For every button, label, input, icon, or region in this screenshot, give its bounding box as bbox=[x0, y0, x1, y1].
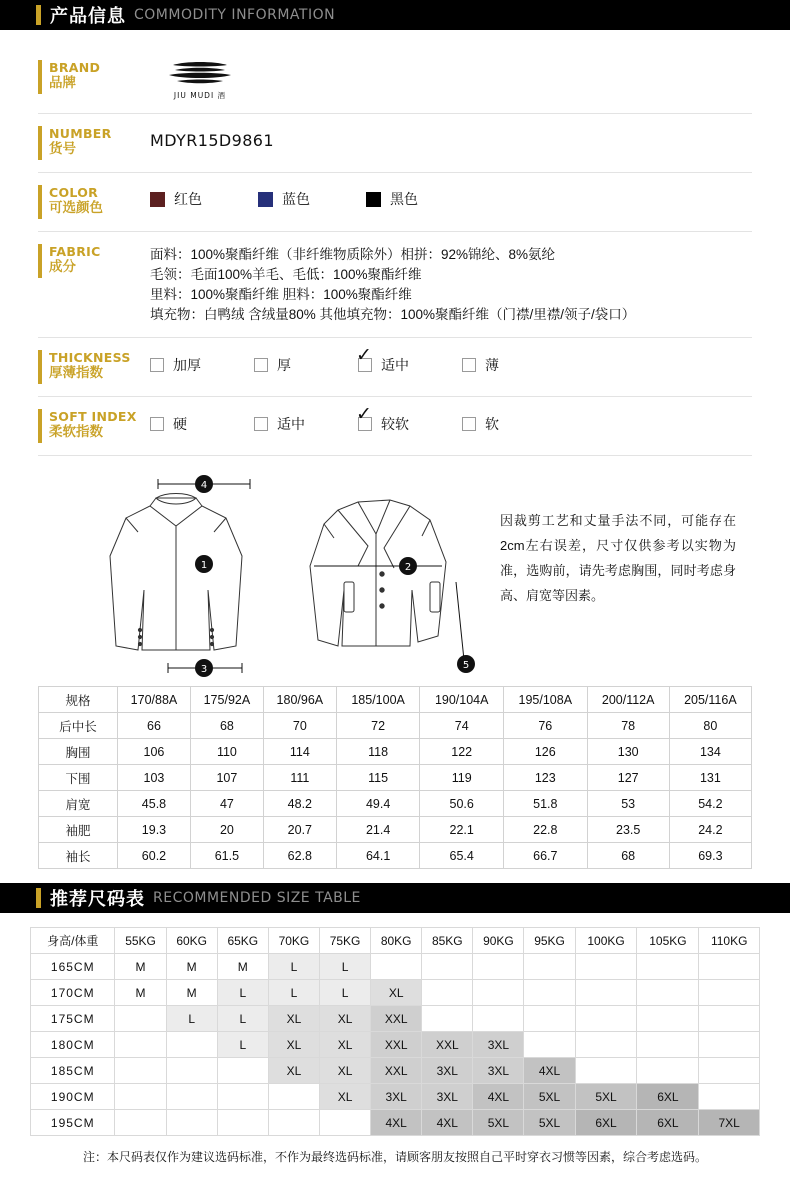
table-cell bbox=[575, 1006, 637, 1032]
table-cell: 126 bbox=[504, 739, 588, 765]
table-cell: 70 bbox=[263, 713, 336, 739]
table-cell: 62.8 bbox=[263, 843, 336, 869]
table-cell: 5XL bbox=[473, 1110, 524, 1136]
label-accent-bar bbox=[38, 60, 42, 94]
spec-label-cn: 货号 bbox=[49, 141, 76, 156]
table-row bbox=[31, 1084, 760, 1110]
table-cell: 68 bbox=[190, 713, 263, 739]
table-cell: 122 bbox=[420, 739, 504, 765]
table-cell: 66.7 bbox=[504, 843, 588, 869]
table-cell bbox=[422, 1006, 473, 1032]
spec-label-cn: 品牌 bbox=[49, 75, 76, 90]
table-cell bbox=[217, 1058, 268, 1084]
table-cell: L bbox=[217, 1006, 268, 1032]
spec-label-number bbox=[38, 126, 150, 160]
table-row-label: 190CM bbox=[31, 1084, 115, 1110]
checkbox[interactable] bbox=[254, 358, 268, 372]
spec-row-soft-index bbox=[38, 397, 752, 456]
table-cell: 6XL bbox=[637, 1084, 699, 1110]
table-cell: 123 bbox=[504, 765, 588, 791]
table-cell bbox=[699, 954, 760, 980]
table-cell: 4XL bbox=[371, 1110, 422, 1136]
table-cell: 23.5 bbox=[587, 817, 669, 843]
section-title-cn: 推荐尺码表 bbox=[50, 889, 145, 909]
garment-measurement-figure bbox=[38, 470, 752, 680]
table-row-label: 袖肥 bbox=[39, 817, 118, 843]
table-cell: 22.8 bbox=[504, 817, 588, 843]
size-table bbox=[38, 686, 752, 869]
table-cell: 5XL bbox=[524, 1110, 575, 1136]
table-cell: 4XL bbox=[473, 1084, 524, 1110]
table-cell: M bbox=[166, 954, 217, 980]
table-cell bbox=[637, 1032, 699, 1058]
table-cell bbox=[575, 1032, 637, 1058]
table-cell: 45.8 bbox=[118, 791, 191, 817]
brand-logo-text: JIU MUDI 酒 bbox=[173, 91, 227, 100]
label-accent-bar bbox=[38, 350, 42, 384]
option-label: 加厚 bbox=[173, 357, 201, 373]
commodity-panel bbox=[0, 30, 790, 883]
table-cell: 20.7 bbox=[263, 817, 336, 843]
table-cell bbox=[637, 980, 699, 1006]
spec-row-color bbox=[38, 173, 752, 232]
table-cell: 4XL bbox=[524, 1058, 575, 1084]
table-row bbox=[31, 1058, 760, 1084]
table-cell: 119 bbox=[420, 765, 504, 791]
table-cell: 21.4 bbox=[336, 817, 420, 843]
table-cell: XXL bbox=[422, 1032, 473, 1058]
table-row bbox=[39, 765, 752, 791]
color-option[interactable] bbox=[258, 189, 310, 209]
section-title-cn: 产品信息 bbox=[50, 6, 126, 26]
recommended-size-table bbox=[30, 927, 760, 1136]
table-header-cell: 85KG bbox=[422, 928, 473, 954]
table-cell bbox=[422, 980, 473, 1006]
spec-value-brand bbox=[150, 60, 752, 101]
spec-label-cn: 柔软指数 bbox=[49, 424, 103, 439]
table-cell: L bbox=[319, 954, 370, 980]
spec-row-number bbox=[38, 114, 752, 173]
table-cell bbox=[699, 1058, 760, 1084]
table-cell: 60.2 bbox=[118, 843, 191, 869]
table-cell bbox=[524, 1006, 575, 1032]
table-cell: 66 bbox=[118, 713, 191, 739]
thickness-option[interactable] bbox=[462, 355, 566, 375]
table-cell: L bbox=[166, 1006, 217, 1032]
table-cell bbox=[699, 1006, 760, 1032]
table-cell bbox=[575, 980, 637, 1006]
table-cell bbox=[166, 1058, 217, 1084]
label-accent-bar bbox=[38, 126, 42, 160]
checkbox[interactable] bbox=[356, 404, 372, 431]
soft-index-options bbox=[150, 404, 752, 434]
table-cell bbox=[575, 954, 637, 980]
recommended-panel bbox=[0, 913, 790, 1188]
thickness-options bbox=[150, 345, 752, 375]
table-row bbox=[31, 1110, 760, 1136]
table-cell: XL bbox=[319, 1058, 370, 1084]
table-row bbox=[39, 739, 752, 765]
table-cell: L bbox=[268, 954, 319, 980]
table-cell: 74 bbox=[420, 713, 504, 739]
svg-text:2: 2 bbox=[404, 562, 412, 573]
table-cell bbox=[371, 954, 422, 980]
spec-label-cn: 成分 bbox=[49, 259, 76, 274]
spec-label-en: NUMBER bbox=[49, 126, 112, 141]
table-cell: 5XL bbox=[524, 1084, 575, 1110]
table-header-cell: 205/116A bbox=[669, 687, 751, 713]
checkbox[interactable] bbox=[254, 417, 268, 431]
table-cell: 7XL bbox=[699, 1110, 760, 1136]
table-cell bbox=[115, 1032, 166, 1058]
color-swatch bbox=[366, 192, 381, 207]
checkbox[interactable] bbox=[150, 358, 164, 372]
table-cell: M bbox=[115, 954, 166, 980]
fabric-line: 面料：100%聚酯纤维（非纤维物质除外）相拼：92%锦纶、8%氨纶 bbox=[150, 247, 556, 262]
table-cell: 3XL bbox=[473, 1058, 524, 1084]
table-cell: XL bbox=[319, 1032, 370, 1058]
table-cell: 48.2 bbox=[263, 791, 336, 817]
spec-label-cn: 可选颜色 bbox=[49, 200, 103, 215]
table-cell: XL bbox=[319, 1084, 370, 1110]
table-header-cell: 185/100A bbox=[336, 687, 420, 713]
table-cell: 114 bbox=[263, 739, 336, 765]
table-row bbox=[31, 980, 760, 1006]
table-cell: 20 bbox=[190, 817, 263, 843]
table-header-row bbox=[39, 687, 752, 713]
table-cell: M bbox=[166, 980, 217, 1006]
color-label: 黑色 bbox=[390, 191, 418, 207]
spec-label-en: SOFT INDEX bbox=[49, 409, 137, 424]
color-label: 红色 bbox=[174, 191, 202, 207]
fabric-line: 填充物：白鸭绒 含绒量80% 其他填充物：100%聚酯纤维（门襟/里襟/领子/袋口） bbox=[150, 307, 636, 322]
table-header-cell: 身高/体重 bbox=[31, 928, 115, 954]
spec-row-brand bbox=[38, 48, 752, 114]
table-cell: 76 bbox=[504, 713, 588, 739]
checkbox[interactable] bbox=[150, 417, 164, 431]
table-cell: 68 bbox=[587, 843, 669, 869]
table-cell: XXL bbox=[371, 1006, 422, 1032]
check-icon: ✓ bbox=[356, 404, 372, 425]
table-cell: 106 bbox=[118, 739, 191, 765]
table-row-label: 后中长 bbox=[39, 713, 118, 739]
table-cell: 49.4 bbox=[336, 791, 420, 817]
table-header-cell: 170/88A bbox=[118, 687, 191, 713]
spec-row-thickness bbox=[38, 338, 752, 397]
table-row-label: 肩宽 bbox=[39, 791, 118, 817]
table-row-label: 175CM bbox=[31, 1006, 115, 1032]
table-cell: 72 bbox=[336, 713, 420, 739]
table-cell: 111 bbox=[263, 765, 336, 791]
table-cell: 134 bbox=[669, 739, 751, 765]
table-header-cell: 105KG bbox=[637, 928, 699, 954]
table-cell: 127 bbox=[587, 765, 669, 791]
table-cell: XXL bbox=[371, 1058, 422, 1084]
table-cell: 6XL bbox=[637, 1110, 699, 1136]
label-accent-bar bbox=[38, 244, 42, 278]
table-cell bbox=[637, 1006, 699, 1032]
table-cell: 103 bbox=[118, 765, 191, 791]
accent-bar bbox=[36, 888, 41, 908]
table-cell bbox=[699, 1084, 760, 1110]
checkbox[interactable] bbox=[462, 358, 476, 372]
table-cell: 80 bbox=[669, 713, 751, 739]
fabric-line: 毛领：毛面100%羊毛、毛低：100%聚酯纤维 bbox=[150, 267, 422, 282]
table-cell bbox=[319, 1110, 370, 1136]
table-cell: 5XL bbox=[575, 1084, 637, 1110]
table-row bbox=[31, 954, 760, 980]
table-cell: 19.3 bbox=[118, 817, 191, 843]
table-cell bbox=[422, 954, 473, 980]
spec-label-fabric bbox=[38, 244, 150, 278]
table-cell bbox=[473, 1006, 524, 1032]
table-cell bbox=[473, 954, 524, 980]
table-header-cell: 60KG bbox=[166, 928, 217, 954]
svg-text:4: 4 bbox=[200, 480, 208, 491]
thickness-option-selected[interactable] bbox=[356, 345, 462, 375]
table-cell: 64.1 bbox=[336, 843, 420, 869]
table-header-cell: 90KG bbox=[473, 928, 524, 954]
check-icon: ✓ bbox=[356, 345, 372, 366]
table-cell: M bbox=[217, 954, 268, 980]
section-header-commodity bbox=[0, 0, 790, 30]
color-option[interactable] bbox=[150, 189, 202, 209]
color-swatch bbox=[150, 192, 165, 207]
checkbox[interactable] bbox=[462, 417, 476, 431]
table-cell: 54.2 bbox=[669, 791, 751, 817]
table-cell: L bbox=[217, 980, 268, 1006]
table-cell: XL bbox=[268, 1032, 319, 1058]
table-cell: XL bbox=[319, 1006, 370, 1032]
table-row-label: 170CM bbox=[31, 980, 115, 1006]
spec-label-en: BRAND bbox=[49, 60, 101, 75]
option-label: 硬 bbox=[173, 416, 187, 432]
color-label: 蓝色 bbox=[282, 191, 310, 207]
table-cell: L bbox=[217, 1032, 268, 1058]
section-title-en: RECOMMENDED SIZE TABLE bbox=[153, 890, 361, 906]
table-cell bbox=[473, 980, 524, 1006]
soft-option[interactable] bbox=[150, 414, 254, 434]
table-row bbox=[39, 791, 752, 817]
table-row-label: 195CM bbox=[31, 1110, 115, 1136]
option-label: 薄 bbox=[485, 357, 499, 373]
table-cell: 118 bbox=[336, 739, 420, 765]
table-cell bbox=[217, 1110, 268, 1136]
table-row-label: 胸围 bbox=[39, 739, 118, 765]
table-cell bbox=[268, 1110, 319, 1136]
table-cell: 50.6 bbox=[420, 791, 504, 817]
table-cell bbox=[166, 1084, 217, 1110]
svg-text:5: 5 bbox=[462, 660, 470, 671]
table-cell: 51.8 bbox=[504, 791, 588, 817]
table-cell: 47 bbox=[190, 791, 263, 817]
table-header-cell: 175/92A bbox=[190, 687, 263, 713]
color-option[interactable] bbox=[366, 189, 418, 209]
table-cell bbox=[115, 1084, 166, 1110]
table-cell bbox=[699, 980, 760, 1006]
table-cell: 107 bbox=[190, 765, 263, 791]
section-title-en: COMMODITY INFORMATION bbox=[134, 7, 336, 23]
spec-label-cn: 厚薄指数 bbox=[49, 365, 103, 380]
table-header-cell: 规格 bbox=[39, 687, 118, 713]
section-header-recommended bbox=[0, 883, 790, 913]
label-accent-bar bbox=[38, 185, 42, 219]
color-swatch bbox=[258, 192, 273, 207]
spec-row-fabric bbox=[38, 232, 752, 338]
table-row-label: 180CM bbox=[31, 1032, 115, 1058]
color-options bbox=[150, 186, 752, 209]
fabric-composition bbox=[150, 244, 752, 325]
spec-label-en: FABRIC bbox=[49, 244, 101, 259]
table-cell: M bbox=[115, 980, 166, 1006]
table-header-cell: 70KG bbox=[268, 928, 319, 954]
table-cell: 3XL bbox=[422, 1058, 473, 1084]
table-row bbox=[39, 713, 752, 739]
table-cell: L bbox=[319, 980, 370, 1006]
table-cell: XL bbox=[268, 1058, 319, 1084]
table-header-cell: 65KG bbox=[217, 928, 268, 954]
spec-label-brand bbox=[38, 60, 150, 94]
size-table-footnote: 注：本尺码表仅作为建议选码标准，不作为最终选码标准，请顾客朋友按照自己平时穿衣习惯等因素，综合考虑选码。 bbox=[82, 1150, 707, 1164]
spec-label-soft-index bbox=[38, 409, 150, 443]
spec-label-color bbox=[38, 185, 150, 219]
soft-option[interactable] bbox=[254, 414, 358, 434]
svg-text:1: 1 bbox=[200, 560, 208, 571]
measurement-note: 因裁剪工艺和丈量手法不同，可能存在2cm左右误差，尺寸仅供参考以实物为准，选购前，请先考虑胸围，同时考虑身高、肩宽等因素。 bbox=[500, 513, 736, 603]
table-row-label: 185CM bbox=[31, 1058, 115, 1084]
table-cell bbox=[115, 1006, 166, 1032]
brand-mark-icon bbox=[165, 61, 235, 87]
svg-text:3: 3 bbox=[200, 664, 208, 675]
table-row-label: 165CM bbox=[31, 954, 115, 980]
table-cell: L bbox=[268, 980, 319, 1006]
option-label: 适中 bbox=[277, 416, 305, 432]
table-cell bbox=[575, 1058, 637, 1084]
table-header-cell: 195/108A bbox=[504, 687, 588, 713]
option-label: 较软 bbox=[381, 416, 409, 432]
fabric-line: 里料：100%聚酯纤维 胆料：100%聚酯纤维 bbox=[150, 287, 412, 302]
table-cell: 65.4 bbox=[420, 843, 504, 869]
table-header-cell: 80KG bbox=[371, 928, 422, 954]
table-header-cell: 110KG bbox=[699, 928, 760, 954]
table-cell: 53 bbox=[587, 791, 669, 817]
table-cell: 130 bbox=[587, 739, 669, 765]
table-header-cell: 95KG bbox=[524, 928, 575, 954]
product-number-value: MDYR15D9861 bbox=[150, 131, 274, 150]
spec-label-en: COLOR bbox=[49, 185, 99, 200]
table-cell: 110 bbox=[190, 739, 263, 765]
table-row bbox=[39, 843, 752, 869]
table-cell: XXL bbox=[371, 1032, 422, 1058]
table-cell bbox=[115, 1058, 166, 1084]
soft-option[interactable] bbox=[462, 414, 566, 434]
table-header-cell: 190/104A bbox=[420, 687, 504, 713]
table-header-cell: 180/96A bbox=[263, 687, 336, 713]
table-cell: 69.3 bbox=[669, 843, 751, 869]
table-cell: 3XL bbox=[473, 1032, 524, 1058]
table-cell: 61.5 bbox=[190, 843, 263, 869]
table-cell bbox=[524, 1032, 575, 1058]
option-label: 适中 bbox=[381, 357, 409, 373]
thickness-option[interactable] bbox=[254, 355, 358, 375]
option-label: 厚 bbox=[277, 357, 291, 373]
spec-label-en: THICKNESS bbox=[49, 350, 131, 365]
table-row bbox=[31, 1032, 760, 1058]
table-cell bbox=[166, 1032, 217, 1058]
table-cell: XL bbox=[371, 980, 422, 1006]
table-cell: XL bbox=[268, 1006, 319, 1032]
brand-logo bbox=[154, 61, 246, 101]
table-header-cell: 100KG bbox=[575, 928, 637, 954]
table-cell: 22.1 bbox=[420, 817, 504, 843]
table-cell: 4XL bbox=[422, 1110, 473, 1136]
table-cell: 131 bbox=[669, 765, 751, 791]
table-cell bbox=[268, 1084, 319, 1110]
table-cell: 3XL bbox=[371, 1084, 422, 1110]
table-cell bbox=[524, 954, 575, 980]
option-label: 软 bbox=[485, 416, 499, 432]
table-row-label: 袖长 bbox=[39, 843, 118, 869]
table-cell bbox=[637, 954, 699, 980]
table-cell bbox=[166, 1110, 217, 1136]
soft-option-selected[interactable] bbox=[356, 404, 462, 434]
table-row-label: 下围 bbox=[39, 765, 118, 791]
checkbox[interactable] bbox=[356, 345, 372, 372]
accent-bar bbox=[36, 5, 41, 25]
table-cell: 115 bbox=[336, 765, 420, 791]
table-header-cell: 75KG bbox=[319, 928, 370, 954]
spec-label-thickness bbox=[38, 350, 150, 384]
table-row bbox=[31, 1006, 760, 1032]
table-cell bbox=[699, 1032, 760, 1058]
table-header-row bbox=[31, 928, 760, 954]
table-row bbox=[39, 817, 752, 843]
thickness-option[interactable] bbox=[150, 355, 254, 375]
table-header-cell: 200/112A bbox=[587, 687, 669, 713]
table-cell: 24.2 bbox=[669, 817, 751, 843]
table-cell: 3XL bbox=[422, 1084, 473, 1110]
table-cell: 6XL bbox=[575, 1110, 637, 1136]
table-cell bbox=[115, 1110, 166, 1136]
table-cell bbox=[524, 980, 575, 1006]
table-header-cell: 55KG bbox=[115, 928, 166, 954]
table-cell bbox=[217, 1084, 268, 1110]
label-accent-bar bbox=[38, 409, 42, 443]
table-cell: 78 bbox=[587, 713, 669, 739]
table-cell bbox=[637, 1058, 699, 1084]
